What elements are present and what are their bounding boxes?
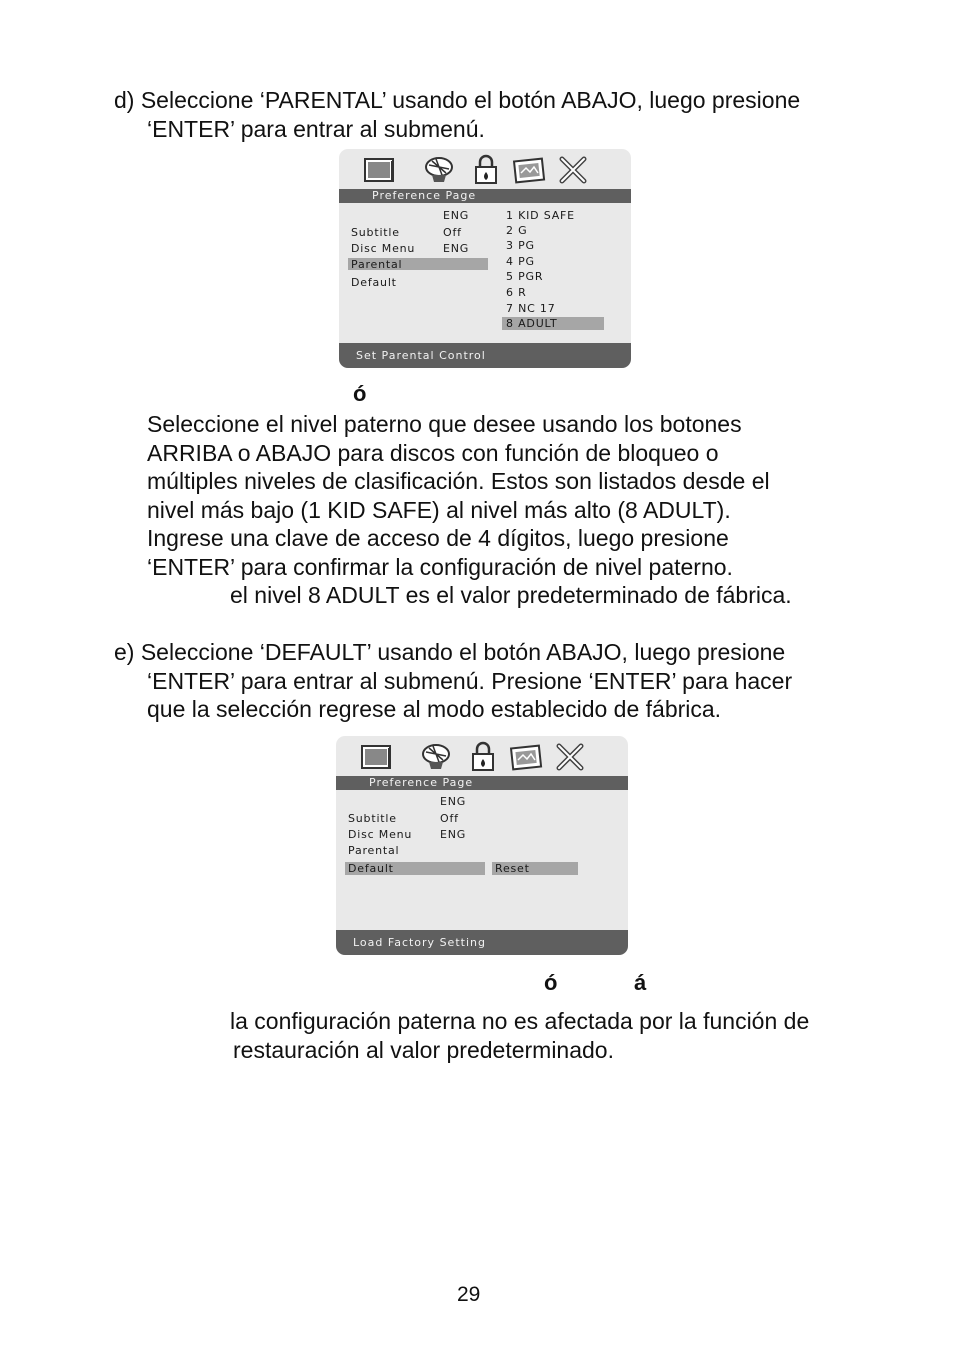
menu-value-subtitle: Off [443,226,462,239]
menu-icon-bar [336,736,628,776]
menu-item-subtitle[interactable]: Subtitle [351,226,400,239]
menu-item-disc-menu[interactable]: Disc Menu [351,242,416,255]
body-line: nivel más bajo (1 KID SAFE) al nivel más alto (8 ADULT). [147,496,731,523]
menu-item-parental[interactable]: Parental [351,258,403,271]
menu-footer-text: Load Factory Setting [353,936,486,949]
menu-item-parental[interactable]: Parental [348,844,400,857]
section-e-line-3: que la selección regrese al modo establecido de fábrica. [147,696,722,722]
caption-1-fragment: ó [353,381,367,406]
level-option-selected[interactable]: 8 ADULT [506,317,558,330]
top-value: ENG [440,795,467,808]
menu-footer [336,930,628,955]
menu-icon-bar [339,149,631,189]
menu-title: Preference Page [372,189,477,202]
level-option[interactable]: 1 KID SAFE [506,209,575,222]
caption-2-fragment-1: ó [544,970,558,995]
speaker-icon [419,740,453,772]
body-line: múltiples niveles de clasificación. Estos son listados desde el [147,468,770,494]
tv-screen-icon [358,740,392,772]
top-value: ENG [443,209,470,222]
menu-title: Preference Page [369,776,474,789]
level-option[interactable]: 5 PGR [506,270,544,283]
body-line: ‘ENTER’ para confirmar la configuración de nivel paterno. [147,553,733,580]
menu-value-subtitle: Off [440,812,459,825]
level-option[interactable]: 2 G [506,224,528,237]
parental-menu-screen [339,149,631,368]
caption-2-fragment-2: á [634,970,647,995]
section-d-body [147,410,792,610]
menu-footer [339,343,631,368]
note-line-2: restauración al valor predeterminado. [233,1036,614,1063]
speaker-icon [422,153,456,185]
tv-screen-icon [361,153,395,185]
menu-item-subtitle[interactable]: Subtitle [348,812,397,825]
close-icon [556,153,590,185]
level-option[interactable]: 7 NC 17 [506,302,556,315]
level-option[interactable]: 4 PG [506,255,535,268]
body-line: Seleccione el nivel paterno que desee usando los botones [147,411,742,437]
picture-icon [509,740,543,772]
menu-title-bar [339,189,631,203]
section-d-line-1: d) Seleccione ‘PARENTAL’ usando el botón ABAJO, luego presione [114,87,801,113]
reset-option[interactable]: Reset [495,862,530,875]
default-menu-screen [336,736,628,955]
menu-value-disc-menu: ENG [440,828,467,841]
lock-icon [469,153,503,185]
close-icon [553,740,587,772]
menu-item-default[interactable]: Default [348,862,394,875]
level-option[interactable]: 6 R [506,286,527,299]
picture-icon [512,153,546,185]
section-d-text [114,86,800,143]
note-line-1: la configuración paterna no es afectada por la función de [230,1008,810,1034]
lock-icon [466,740,500,772]
body-line: ARRIBA o ABAJO para discos con función de bloqueo o [147,439,719,466]
section-e-note [230,1007,809,1064]
menu-value-disc-menu: ENG [443,242,470,255]
section-d-line-2: ‘ENTER’ para entrar al submenú. [147,115,485,142]
section-e-text [114,638,792,724]
page-number: 29 [457,1283,481,1306]
menu-item-default[interactable]: Default [351,276,397,289]
body-note: el nivel 8 ADULT es el valor predeterminado de fábrica. [230,582,792,608]
body-line: Ingrese una clave de acceso de 4 dígitos, luego presione [147,525,729,551]
section-e-line-1: e) Seleccione ‘DEFAULT’ usando el botón ABAJO, luego presione [114,639,786,665]
section-e-line-2: ‘ENTER’ para entrar al submenú. Presione ‘ENTER’ para hacer [147,667,793,694]
menu-footer-text: Set Parental Control [356,349,486,362]
level-option[interactable]: 3 PG [506,239,535,252]
menu-title-bar [336,776,628,790]
menu-item-disc-menu[interactable]: Disc Menu [348,828,413,841]
